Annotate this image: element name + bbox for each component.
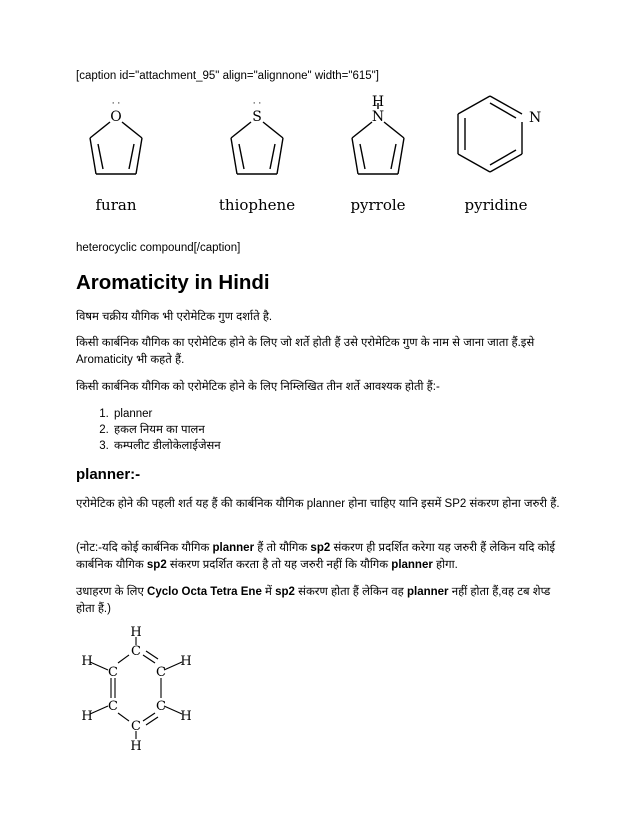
example-bold-term: sp2 xyxy=(275,586,295,598)
pyrrole-nitrogen-atom: N xyxy=(371,109,385,125)
hydrogen-atom: H xyxy=(130,739,142,751)
hydrogen-atom: H xyxy=(180,709,192,724)
thiophene-structure xyxy=(231,122,283,174)
paragraph-planner-condition: एरोमेटिक होने की पहली शर्त यह हैं की कार्बनिक यौगिक planner होना चाहिए यानि इसमें SP2 संकरण होना जरुरी हैं. xyxy=(76,498,560,510)
example-text: नहीं होता हैं,वह टब शेप्ड होता हैं.) xyxy=(76,586,551,615)
hydrogen-atom: H xyxy=(130,626,142,640)
benzene-structure-figure xyxy=(74,626,204,751)
molecule-name-furan: furan xyxy=(95,196,137,214)
pyrrole-hydrogen-atom: H xyxy=(371,94,385,110)
lone-pair-dots: · · xyxy=(111,99,121,109)
carbon-atom: C xyxy=(156,665,166,680)
caption-open-shortcode: [caption id="attachment_95" align="alignnone" width="615"] xyxy=(76,70,379,82)
paragraph-example xyxy=(76,584,562,618)
example-text: उधाहरण के लिए xyxy=(76,586,148,598)
note-bold-term: planner xyxy=(391,559,433,571)
paragraph-heterocyclic: विषम चक्रीय यौगिक भी एरोमेटिक गुण दर्शाते है. xyxy=(76,311,273,323)
list-item: 3. कम्पलीट डीलोकेलाईजेसन xyxy=(112,438,221,454)
pyridine-structure xyxy=(458,96,522,172)
thiophene-sulfur-atom: S xyxy=(252,109,262,125)
example-text: में xyxy=(261,586,276,598)
page-title: Aromaticity in Hindi xyxy=(76,271,270,294)
example-bold-term: planner xyxy=(406,586,449,598)
furan-structure xyxy=(90,122,142,174)
hydrogen-atom: H xyxy=(180,654,192,669)
paragraph-conditions-intro: किसी कार्बनिक यौगिक को एरोमेटिक होने के लिए निम्लिखित तीन शर्ते आवश्यक होती हैं:- xyxy=(76,381,440,393)
list-item: 1. planner xyxy=(112,406,221,422)
carbon-atom: C xyxy=(131,644,141,659)
note-bold-term: sp2 xyxy=(310,542,331,554)
example-bold-term: Cyclo Octa Tetra Ene xyxy=(147,586,262,598)
note-text: होगा. xyxy=(432,559,458,571)
molecule-name-pyrrole: pyrrole xyxy=(350,196,406,214)
note-text: हैं तो यौगिक xyxy=(254,542,311,554)
carbon-atom: C xyxy=(108,699,118,714)
caption-close-shortcode: heterocyclic compound[/caption] xyxy=(76,242,241,254)
paragraph-definition: किसी कार्बनिक यौगिक का एरोमेटिक होने के लिए जो शर्ते होती हैं उसे एरोमेटिक गुण के नाम से जाना जाता हैं.इसे Aromaticity भी कहते हैं. xyxy=(76,337,535,366)
note-bold-term: planner xyxy=(212,542,255,554)
furan-oxygen-atom: O xyxy=(110,109,122,125)
hydrogen-atom: H xyxy=(81,709,93,724)
list-item: 2. हकल नियम का पालन xyxy=(112,422,221,438)
carbon-atom: C xyxy=(156,699,166,714)
carbon-atom: C xyxy=(131,719,141,734)
note-text: संकरण प्रदर्शित करता है तो यह जरुरी नहीं कि यौगिक xyxy=(166,559,392,571)
hydrogen-atom: H xyxy=(81,654,93,669)
molecule-name-pyridine: pyridine xyxy=(464,196,528,214)
conditions-list xyxy=(76,406,221,454)
carbon-atom: C xyxy=(108,665,118,680)
example-text: संकरण होता हैं लेकिन वह xyxy=(294,586,407,598)
section-heading-planner: planner:- xyxy=(76,466,141,483)
paragraph-note xyxy=(76,540,562,574)
heterocyclic-compounds-figure xyxy=(74,92,564,222)
note-bold-term: sp2 xyxy=(146,559,167,571)
note-text: संकरण ही प्रदर्शित करेगा यह जरुरी हैं लेकिन यदि कोई कार्बनिक यौगिक xyxy=(76,542,556,571)
lone-pair-dots: · · xyxy=(252,99,262,109)
pyridine-nitrogen-atom: N xyxy=(529,110,542,126)
molecule-name-thiophene: thiophene xyxy=(218,196,296,214)
note-text: (नोट:-यदि कोई कार्बनिक यौगिक xyxy=(76,542,213,554)
